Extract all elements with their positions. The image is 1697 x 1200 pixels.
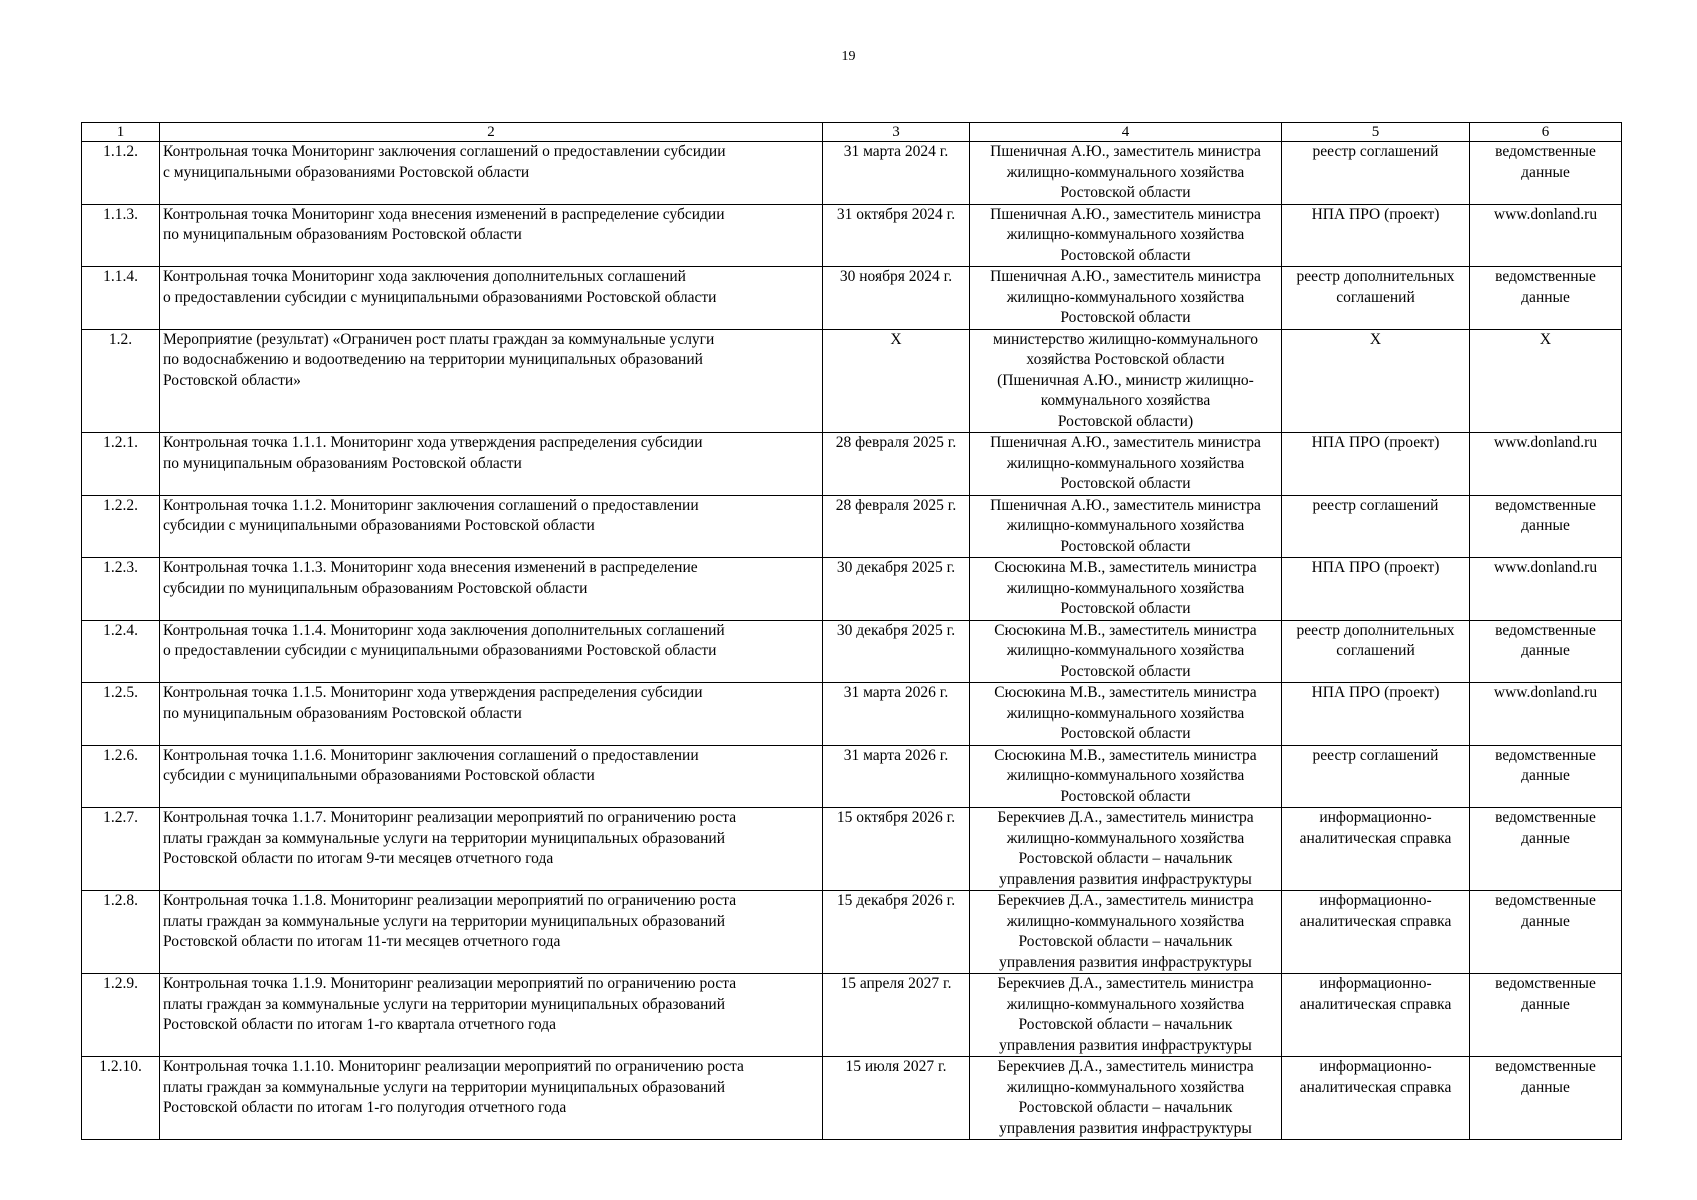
- responsible-line: Пшеничная А.Ю., заместитель министра: [990, 268, 1261, 285]
- row-number: 1.2.: [82, 329, 160, 433]
- responsible-line: управления развития инфраструктуры: [999, 1119, 1252, 1137]
- row-info-source: ведомственные данные: [1470, 1057, 1622, 1140]
- row-info-source: www.donland.ru: [1470, 683, 1622, 746]
- row-info-source: ведомственные данные: [1470, 745, 1622, 808]
- header-col-1: 1: [82, 123, 160, 142]
- responsible-line: жилищно-коммунального хозяйства: [1006, 163, 1245, 181]
- responsible-line: Берекчиев Д.А., заместитель министра: [997, 809, 1254, 826]
- row-document-type: информационно-аналитическая справка: [1282, 808, 1470, 891]
- row-responsible: [970, 745, 1282, 808]
- row-description: [160, 620, 823, 683]
- row-document-type: Х: [1282, 329, 1470, 433]
- table-row: [82, 745, 1622, 808]
- responsible-line: Сюсюкина М.В., заместитель министра: [994, 746, 1257, 764]
- row-responsible: [970, 329, 1282, 433]
- responsible-line: Сюсюкина М.В., заместитель министра: [994, 684, 1257, 701]
- description-line: Контрольная точка Мониторинг хода внесения изменений в распределение субсидии: [163, 205, 725, 223]
- table-row: [82, 329, 1622, 433]
- responsible-line: жилищно-коммунального хозяйства: [1006, 829, 1245, 847]
- row-responsible: [970, 204, 1282, 267]
- description-line: Мероприятие (результат) «Ограничен рост платы граждан за коммунальные услуги: [163, 330, 715, 348]
- responsible-line: (Пшеничная А.Ю., министр жилищно-: [997, 371, 1254, 389]
- row-document-type: реестр дополнительных соглашений: [1282, 620, 1470, 683]
- row-date: 31 марта 2026 г.: [823, 745, 970, 808]
- responsible-line: Берекчиев Д.А., заместитель министра: [997, 1058, 1254, 1075]
- responsible-line: Ростовской области: [1060, 246, 1191, 264]
- row-date: 15 апреля 2027 г.: [823, 974, 970, 1057]
- row-description: [160, 1057, 823, 1140]
- responsible-line: Сюсюкина М.В., заместитель министра: [994, 559, 1257, 576]
- responsible-line: Ростовской области – начальник: [1018, 1016, 1233, 1033]
- row-date: 30 декабря 2025 г.: [823, 620, 970, 683]
- row-info-source: ведомственные данные: [1470, 891, 1622, 974]
- row-description: [160, 495, 823, 558]
- responsible-line: Ростовской области: [1060, 662, 1191, 680]
- responsible-line: Пшеничная А.Ю., заместитель министра: [990, 143, 1261, 160]
- row-description: [160, 558, 823, 621]
- header-col-6: 6: [1470, 123, 1622, 142]
- row-date: 30 декабря 2025 г.: [823, 558, 970, 621]
- description-line: по муниципальным образованиям Ростовской области: [163, 454, 522, 472]
- responsible-line: жилищно-коммунального хозяйства: [1006, 642, 1245, 659]
- table-row: [82, 142, 1622, 205]
- header-col-3: 3: [823, 123, 970, 142]
- row-description: [160, 808, 823, 891]
- description-line: о предоставлении субсидии с муниципальными образованиями Ростовской области: [163, 288, 717, 306]
- description-line: Контрольная точка 1.1.8. Мониторинг реализации мероприятий по ограничению роста: [163, 892, 737, 909]
- responsible-line: Ростовской области: [1060, 725, 1191, 742]
- description-line: Контрольная точка 1.1.4. Мониторинг хода заключения дополнительных соглашений: [163, 621, 725, 639]
- responsible-line: Ростовской области: [1060, 537, 1191, 555]
- row-description: [160, 329, 823, 433]
- row-responsible: [970, 683, 1282, 746]
- row-info-source: ведомственные данные: [1470, 620, 1622, 683]
- table-row: [82, 891, 1622, 974]
- row-info-source: ведомственные данные: [1470, 495, 1622, 558]
- description-line: Контрольная точка 1.1.3. Мониторинг хода внесения изменений в распределение: [163, 559, 698, 576]
- row-info-source: Х: [1470, 329, 1622, 433]
- header-col-2: 2: [160, 123, 823, 142]
- row-description: [160, 267, 823, 330]
- responsible-line: жилищно-коммунального хозяйства: [1006, 288, 1245, 306]
- row-info-source: ведомственные данные: [1470, 808, 1622, 891]
- table-row: [82, 620, 1622, 683]
- row-number: 1.2.3.: [82, 558, 160, 621]
- responsible-line: Ростовской области – начальник: [1018, 933, 1233, 950]
- row-responsible: [970, 433, 1282, 496]
- table-row: [82, 267, 1622, 330]
- responsible-line: Берекчиев Д.А., заместитель министра: [997, 892, 1254, 909]
- table-row: [82, 495, 1622, 558]
- row-number: 1.2.1.: [82, 433, 160, 496]
- row-document-type: информационно-аналитическая справка: [1282, 891, 1470, 974]
- row-responsible: [970, 1057, 1282, 1140]
- row-responsible: [970, 558, 1282, 621]
- row-number: 1.1.4.: [82, 267, 160, 330]
- responsible-line: жилищно-коммунального хозяйства: [1006, 226, 1245, 243]
- description-line: по водоснабжению и водоотведению на территории муниципальных образований: [163, 351, 703, 368]
- row-responsible: [970, 808, 1282, 891]
- responsible-line: Ростовской области: [1060, 600, 1191, 617]
- responsible-line: министерство жилищно-коммунального: [992, 330, 1259, 348]
- responsible-line: хозяйства Ростовской области: [1026, 351, 1225, 368]
- description-line: субсидии по муниципальным образованиям Ростовской области: [163, 579, 588, 597]
- responsible-line: жилищно-коммунального хозяйства: [1006, 1078, 1245, 1096]
- responsible-line: Ростовской области: [1060, 475, 1191, 492]
- responsible-line: управления развития инфраструктуры: [999, 870, 1252, 888]
- row-info-source: www.donland.ru: [1470, 433, 1622, 496]
- responsible-line: коммунального хозяйства: [1040, 392, 1211, 409]
- responsible-line: Пшеничная А.Ю., заместитель министра: [990, 434, 1261, 451]
- row-responsible: [970, 495, 1282, 558]
- row-description: [160, 974, 823, 1057]
- description-line: субсидии с муниципальными образованиями Ростовской области: [163, 517, 595, 534]
- responsible-line: Сюсюкина М.В., заместитель министра: [994, 621, 1257, 639]
- description-line: платы граждан за коммунальные услуги на территории муниципальных образований: [163, 1078, 726, 1096]
- row-info-source: ведомственные данные: [1470, 142, 1622, 205]
- table-body: [82, 142, 1622, 1140]
- description-line: субсидии с муниципальными образованиями Ростовской области: [163, 767, 595, 784]
- description-line: Контрольная точка 1.1.6. Мониторинг заключения соглашений о предоставлении: [163, 746, 699, 764]
- responsible-line: Ростовской области: [1060, 787, 1191, 805]
- responsible-line: жилищно-коммунального хозяйства: [1006, 579, 1245, 597]
- description-line: Контрольная точка 1.1.5. Мониторинг хода утверждения распределения субсидии: [163, 684, 703, 701]
- description-line: с муниципальными образованиями Ростовской области: [163, 163, 530, 181]
- table-row: [82, 558, 1622, 621]
- table-row: [82, 433, 1622, 496]
- row-description: [160, 683, 823, 746]
- row-date: 31 марта 2024 г.: [823, 142, 970, 205]
- table-row: [82, 974, 1622, 1057]
- row-responsible: [970, 974, 1282, 1057]
- description-line: Контрольная точка Мониторинг хода заключения дополнительных соглашений: [163, 268, 686, 285]
- row-info-source: www.donland.ru: [1470, 558, 1622, 621]
- row-info-source: ведомственные данные: [1470, 267, 1622, 330]
- row-number: 1.2.10.: [82, 1057, 160, 1140]
- header-col-5: 5: [1282, 123, 1470, 142]
- row-description: [160, 142, 823, 205]
- description-line: о предоставлении субсидии с муниципальными образованиями Ростовской области: [163, 642, 717, 659]
- responsible-line: Берекчиев Д.А., заместитель министра: [997, 975, 1254, 992]
- row-number: 1.2.8.: [82, 891, 160, 974]
- table-row: [82, 1057, 1622, 1140]
- responsible-line: жилищно-коммунального хозяйства: [1006, 767, 1245, 784]
- responsible-line: Ростовской области: [1060, 309, 1191, 326]
- row-document-type: информационно-аналитическая справка: [1282, 974, 1470, 1057]
- table-row: [82, 204, 1622, 267]
- description-line: Контрольная точка Мониторинг заключения соглашений о предоставлении субсидии: [163, 143, 726, 160]
- description-line: платы граждан за коммунальные услуги на территории муниципальных образований: [163, 912, 726, 930]
- description-line: Ростовской области по итогам 11-ти месяцев отчетного года: [163, 933, 561, 950]
- description-line: Контрольная точка 1.1.2. Мониторинг заключения соглашений о предоставлении: [163, 496, 699, 514]
- row-date: 28 февраля 2025 г.: [823, 495, 970, 558]
- row-document-type: реестр дополнительных соглашений: [1282, 267, 1470, 330]
- row-date: 15 декабря 2026 г.: [823, 891, 970, 974]
- table-row: [82, 808, 1622, 891]
- row-number: 1.2.5.: [82, 683, 160, 746]
- row-info-source: www.donland.ru: [1470, 204, 1622, 267]
- row-date: 31 октября 2024 г.: [823, 204, 970, 267]
- responsible-line: жилищно-коммунального хозяйства: [1006, 912, 1245, 930]
- description-line: по муниципальным образованиям Ростовской области: [163, 704, 522, 722]
- description-line: Ростовской области по итогам 1-го квартала отчетного года: [163, 1016, 556, 1033]
- row-document-type: НПА ПРО (проект): [1282, 204, 1470, 267]
- responsible-line: жилищно-коммунального хозяйства: [1006, 995, 1245, 1013]
- header-row: [82, 123, 1622, 142]
- row-document-type: НПА ПРО (проект): [1282, 683, 1470, 746]
- responsible-line: жилищно-коммунального хозяйства: [1006, 517, 1245, 534]
- responsible-line: Пшеничная А.Ю., заместитель министра: [990, 205, 1261, 223]
- table-header: [82, 123, 1622, 142]
- responsible-line: Пшеничная А.Ю., заместитель министра: [990, 496, 1261, 514]
- responsible-line: Ростовской области): [1057, 412, 1194, 430]
- responsible-line: Ростовской области – начальник: [1018, 1099, 1233, 1116]
- description-line: Контрольная точка 1.1.7. Мониторинг реализации мероприятий по ограничению роста: [163, 809, 737, 826]
- control-points-table: [81, 122, 1622, 1140]
- row-document-type: НПА ПРО (проект): [1282, 433, 1470, 496]
- row-date: 15 октября 2026 г.: [823, 808, 970, 891]
- header-col-4: 4: [970, 123, 1282, 142]
- description-line: платы граждан за коммунальные услуги на территории муниципальных образований: [163, 995, 726, 1013]
- description-line: Ростовской области по итогам 1-го полугодия отчетного года: [163, 1099, 567, 1116]
- row-number: 1.2.7.: [82, 808, 160, 891]
- row-responsible: [970, 267, 1282, 330]
- responsible-line: жилищно-коммунального хозяйства: [1006, 704, 1245, 722]
- row-document-type: НПА ПРО (проект): [1282, 558, 1470, 621]
- row-info-source: ведомственные данные: [1470, 974, 1622, 1057]
- responsible-line: Ростовской области – начальник: [1018, 850, 1233, 867]
- row-date: 28 февраля 2025 г.: [823, 433, 970, 496]
- description-line: Контрольная точка 1.1.1. Мониторинг хода утверждения распределения субсидии: [163, 434, 703, 451]
- row-number: 1.2.4.: [82, 620, 160, 683]
- row-number: 1.2.2.: [82, 495, 160, 558]
- row-description: [160, 204, 823, 267]
- description-line: Контрольная точка 1.1.10. Мониторинг реализации мероприятий по ограничению роста: [163, 1058, 744, 1075]
- row-date: 15 июля 2027 г.: [823, 1057, 970, 1140]
- row-date: 30 ноября 2024 г.: [823, 267, 970, 330]
- row-number: 1.1.2.: [82, 142, 160, 205]
- page-number: 19: [841, 49, 856, 64]
- description-line: по муниципальным образованиям Ростовской области: [163, 226, 522, 243]
- row-document-type: информационно-аналитическая справка: [1282, 1057, 1470, 1140]
- row-number: 1.2.9.: [82, 974, 160, 1057]
- row-date: 31 марта 2026 г.: [823, 683, 970, 746]
- row-responsible: [970, 620, 1282, 683]
- description-line: Ростовской области»: [163, 371, 301, 389]
- responsible-line: управления развития инфраструктуры: [999, 953, 1252, 971]
- row-responsible: [970, 142, 1282, 205]
- row-responsible: [970, 891, 1282, 974]
- row-number: 1.2.6.: [82, 745, 160, 808]
- table-row: [82, 683, 1622, 746]
- row-document-type: реестр соглашений: [1282, 495, 1470, 558]
- description-line: Ростовской области по итогам 9-ти месяцев отчетного года: [163, 850, 554, 867]
- responsible-line: жилищно-коммунального хозяйства: [1006, 454, 1245, 472]
- row-description: [160, 891, 823, 974]
- row-number: 1.1.3.: [82, 204, 160, 267]
- description-line: платы граждан за коммунальные услуги на территории муниципальных образований: [163, 829, 726, 847]
- responsible-line: управления развития инфраструктуры: [999, 1036, 1252, 1054]
- row-date: Х: [823, 329, 970, 433]
- responsible-line: Ростовской области: [1060, 184, 1191, 201]
- row-document-type: реестр соглашений: [1282, 142, 1470, 205]
- row-description: [160, 745, 823, 808]
- description-line: Контрольная точка 1.1.9. Мониторинг реализации мероприятий по ограничению роста: [163, 975, 737, 992]
- row-document-type: реестр соглашений: [1282, 745, 1470, 808]
- row-description: [160, 433, 823, 496]
